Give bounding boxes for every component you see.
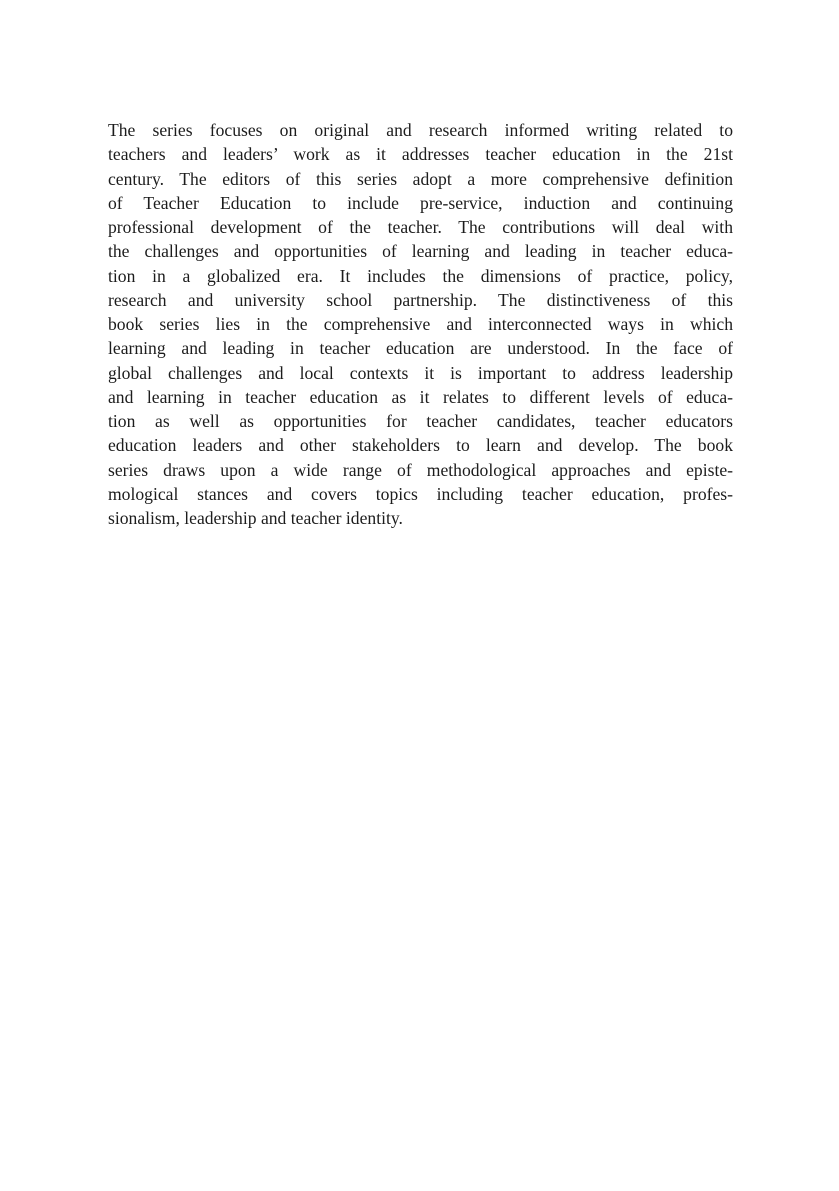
paragraph-line: mological stances and covers topics including teacher education, profes- bbox=[108, 483, 733, 504]
paragraph-line: learning and leading in teacher education are understood. In the face of bbox=[108, 338, 733, 359]
paragraph-line: tion in a globalized era. It includes the dimensions of practice, policy, bbox=[108, 265, 733, 286]
paragraph-line: century. The editors of this series adopt a more comprehensive definition bbox=[108, 168, 733, 189]
paragraph-line: teachers and leaders’ work as it addresses teacher education in the 21st bbox=[108, 144, 733, 165]
paragraph-line: of Teacher Education to include pre-service, induction and continuing bbox=[108, 192, 733, 213]
paragraph-line: book series lies in the comprehensive and interconnected ways in which bbox=[108, 314, 733, 334]
paragraph-line-last: sionalism, leadership and teacher identity. bbox=[108, 508, 403, 528]
paragraph-line: the challenges and opportunities of learning and leading in teacher educa- bbox=[108, 241, 733, 262]
paragraph-line: tion as well as opportunities for teacher candidates, teacher educators bbox=[108, 411, 733, 431]
paragraph-line: global challenges and local contexts it is important to address leadership bbox=[108, 362, 733, 383]
paragraph-line: and learning in teacher education as it relates to different levels of educa- bbox=[108, 386, 733, 407]
series-description-paragraph bbox=[108, 118, 733, 530]
paragraph-line: professional development of the teacher. The contributions will deal with bbox=[108, 217, 733, 237]
paragraph-line: series draws upon a wide range of methodological approaches and episte- bbox=[108, 459, 733, 480]
paragraph-line: education leaders and other stakeholders to learn and develop. The book bbox=[108, 435, 733, 456]
paragraph-line: research and university school partnership. The distinctiveness of this bbox=[108, 289, 733, 310]
paragraph-line: The series focuses on original and research informed writing related to bbox=[108, 120, 733, 140]
